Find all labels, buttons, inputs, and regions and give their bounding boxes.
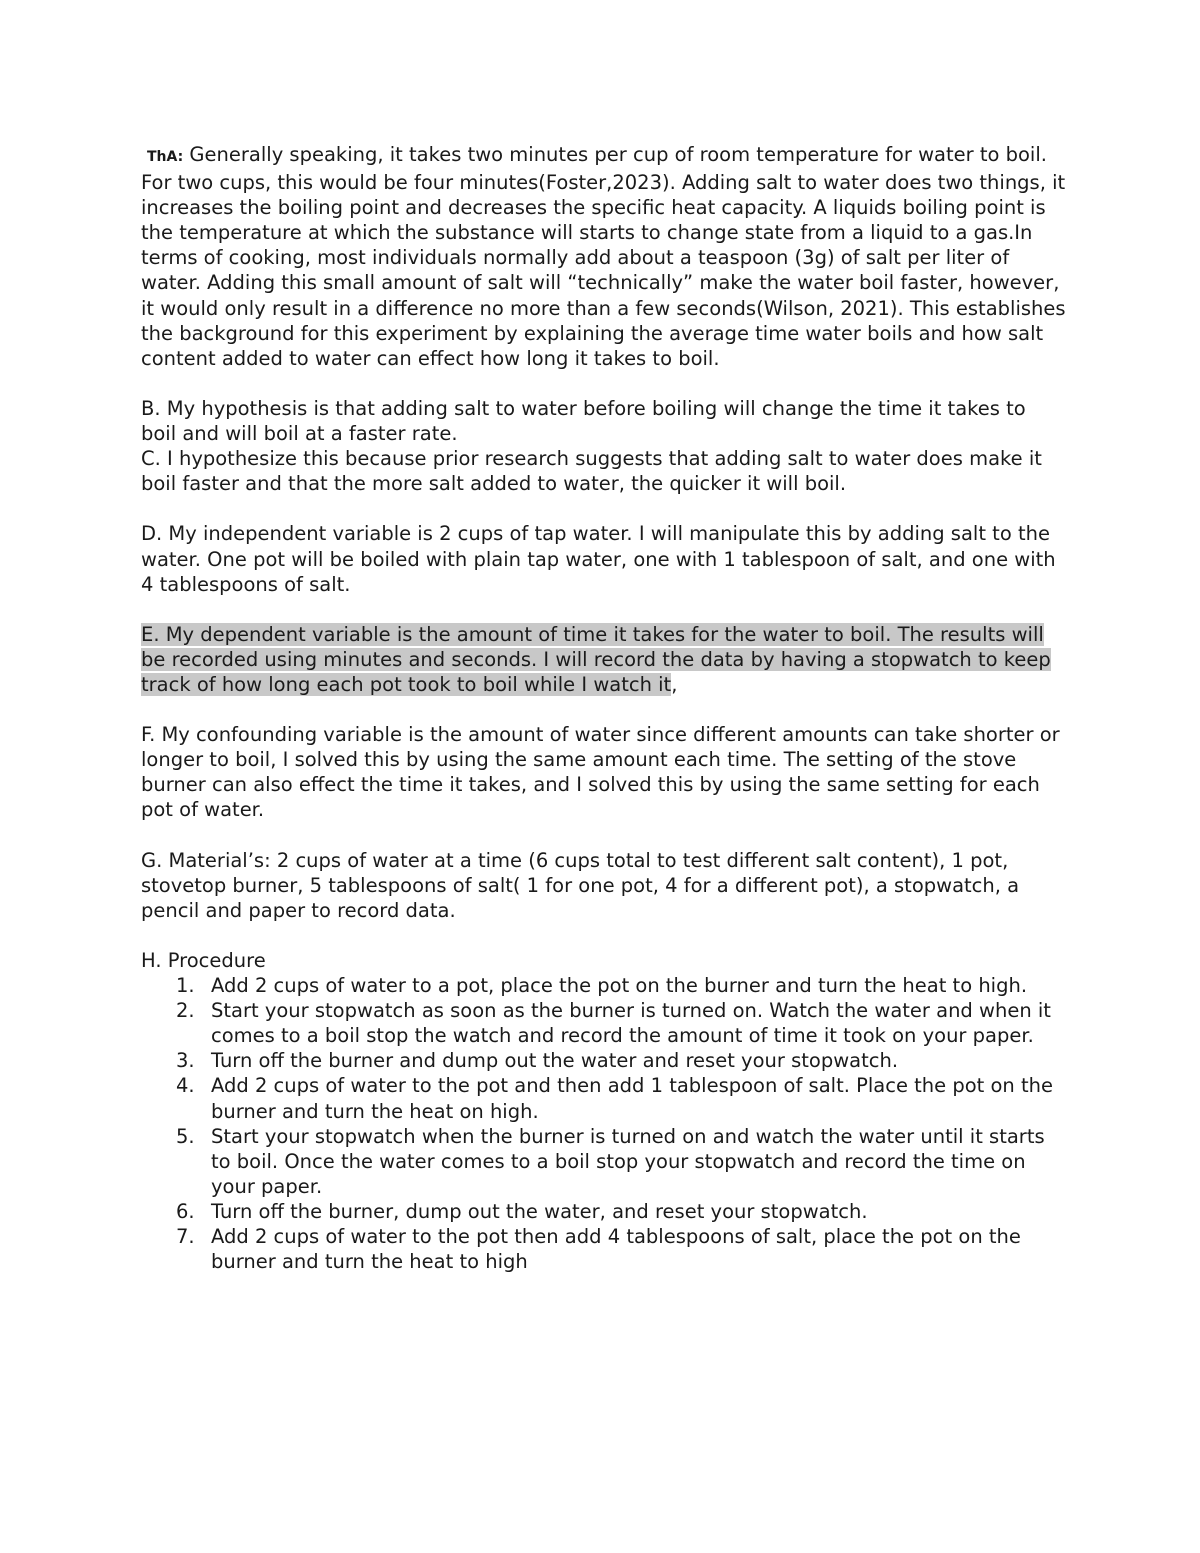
procedure-step [141,1048,1066,1073]
intro-paragraph [141,142,1066,371]
step-number: 6. [176,1199,195,1223]
highlighted-text: E. My dependent variable is the amount of time it takes for the water to boil. The results will be recorded using minutes and seconds. I will record the data by having a stopwatch to keep track of how long each pot took to boil while I watch it [141,622,1051,696]
paragraph-gap [141,371,1066,396]
step-number: 2. [176,999,195,1023]
procedure-list [141,973,1066,1274]
independent-variable-paragraph: D. My independent variable is 2 cups of tap water. I will manipulate this by adding salt to the water. One pot will be boiled with plain tap water, one with 1 tablespoon of salt, and one with 4 tablespoons of salt. [141,522,1056,596]
intro-text: Generally speaking, it takes two minutes per cup of room temperature for water to boil. For two cups, this would be four minutes(Foster,2023). Adding salt to water does two things, it increases the boiling point and decreases the specific heat capacity. A liquids boiling point is the temperature at which the substance will starts to change state from a liquid to a gas.In terms of cooking, most individuals normally add about a teaspoon (3g) of salt per liter of water. Adding this small amount of salt will “technically” make the water boil faster, however, it would only result in a difference no more than a few seconds(Wilson, 2021). This establishes the background for this experiment by explaining the average time water boils and how salt content added to water can effect how long it takes to boil. [141,143,1066,370]
materials-paragraph: G. Material’s: 2 cups of water at a time (6 cups total to test different salt content), 1 pot, stovetop burner, 5 tablespoons of salt( 1 for one pot, 4 for a different pot), a stopwatch, a pencil and paper to record data. [141,848,1020,922]
dependent-variable-paragraph [141,622,1066,697]
procedure-step [141,1224,1066,1274]
intro-prefix: ThA: [147,149,184,165]
paragraph-gap [141,597,1066,622]
procedure-step [141,1073,1066,1123]
step-number: 1. [176,974,195,998]
step-text: Add 2 cups of water to a pot, place the pot on the burner and turn the heat to high. [211,974,1028,998]
step-number: 7. [176,1225,195,1249]
step-number: 5. [176,1124,195,1148]
step-number: 3. [176,1049,195,1073]
step-text: Start your stopwatch when the burner is turned on and watch the water until it starts to boil. Once the water comes to a boil stop your stopwatch and record the time on your paper. [211,1124,1045,1198]
step-text: Start your stopwatch as soon as the burner is turned on. Watch the water and when it comes to a boil stop the watch and record the amount of time it took on your paper. [211,999,1051,1048]
procedure-step [141,1199,1066,1224]
step-text: Add 2 cups of water to the pot then add 4 tablespoons of salt, place the pot on the burner and turn the heat to high [211,1225,1021,1274]
paragraph-gap [141,923,1066,948]
paragraph-gap [141,496,1066,521]
trailing-punctuation: , [671,672,678,696]
step-text: Turn off the burner, dump out the water, and reset your stopwatch. [211,1199,868,1223]
document-page [141,142,1066,1274]
step-number: 4. [176,1074,195,1098]
hypothesis-paragraph: B. My hypothesis is that adding salt to water before boiling will change the time it takes to boil and will boil at a faster rate. [141,396,1026,446]
procedure-step [141,998,1066,1048]
confounding-variable-paragraph: F. My confounding variable is the amount of water since different amounts can take shorter or longer to boil, I solved this by using the same amount each time. The setting of the stove burner can also effect the time it takes, and I solved this by using the same setting for each pot of water. [141,723,1060,822]
step-text: Turn off the burner and dump out the water and reset your stopwatch. [211,1049,899,1073]
step-text: Add 2 cups of water to the pot and then add 1 tablespoon of salt. Place the pot on the burner and turn the heat on high. [211,1074,1053,1123]
paragraph-gap [141,823,1066,848]
paragraph-gap [141,697,1066,722]
hypothesis-reason-paragraph: C. I hypothesize this because prior research suggests that adding salt to water does make it boil faster and that the more salt added to water, the quicker it will boil. [141,447,1042,496]
procedure-step [141,973,1066,998]
procedure-heading: H. Procedure [141,949,266,972]
procedure-step [141,1124,1066,1199]
